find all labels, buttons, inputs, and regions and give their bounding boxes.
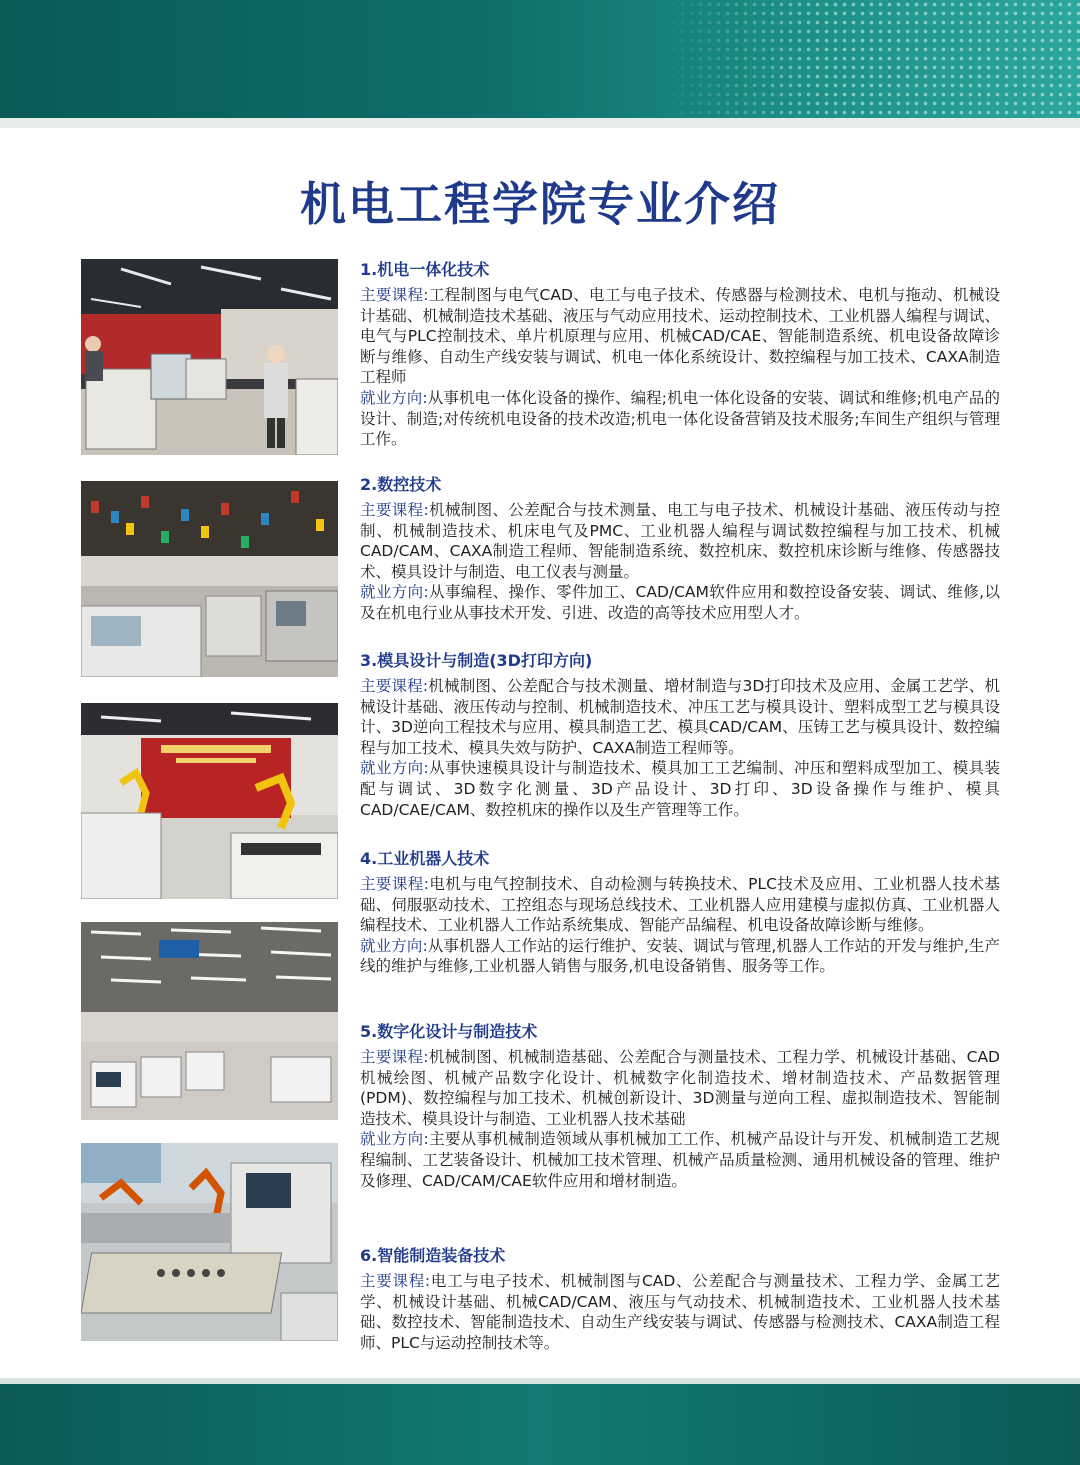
program-1 (360, 259, 1000, 450)
footer-band (0, 1384, 1080, 1465)
dotted-map-decoration (660, 0, 1080, 118)
photo-mould-lab (81, 703, 338, 899)
courses-label: 主要课程: (360, 1048, 429, 1066)
jobs-text: 从事快速模具设计与制造技术、模具加工工艺编制、冲压和塑料成型加工、模具装配与调试、3D数字化测量、3D产品设计、3D打印、3D设备操作与维护、模具CAD/CAE/CAM、数控机床的操作以及生产管理等工作。 (360, 759, 1000, 819)
jobs-text: 从事机电一体化设备的操作、编程;机电一体化设备的安装、调试和维修;机电产品的设计、制造;对传统机电设备的技术改造;机电一体化设备营销及技术服务;车间生产组织与管理工作。 (360, 388, 1000, 449)
courses-paragraph (360, 1047, 1000, 1129)
courses-text: 电机与电气控制技术、自动检测与转换技术、PLC技术及应用、工业机器人技术基础、伺服驱动技术、工控组态与现场总线技术、工业机器人应用建模与虚拟仿真、工业机器人编程技术、工业机器人工作站系统集成、智能产品编程、机电设备故障诊断与维修。 (360, 875, 1000, 935)
program-2 (360, 474, 1000, 624)
jobs-label: 就业方向: (360, 759, 429, 778)
program-title: 2.数控技术 (360, 475, 442, 494)
courses-text: 机械制图、机械制造基础、公差配合与测量技术、工程力学、机械设计基础、CAD机械绘图、机械产品数字化设计、机械数字化制造技术、增材制造技术、产品数据管理(PDM)、数控编程与加工技术、机械创新设计、3D测量与逆向工程、虚拟制造技术、智能制造技术、模具设计与制造、工业机器人技术基础 (360, 1048, 1000, 1128)
program-title: 6.智能制造装备技术 (360, 1246, 506, 1265)
program-4 (360, 848, 1000, 977)
courses-paragraph (360, 874, 1000, 936)
jobs-text: 主要从事机械制造领域从事机械加工工作、机械产品设计与开发、机械制造工艺规程编制、工艺装备设计、机械加工技术管理、机械产品质量检测、通用机械设备的管理、维护及修理、CAD/CAM/CAE软件应用和增材制造。 (360, 1130, 1000, 1190)
courses-paragraph (360, 676, 1000, 758)
courses-paragraph (360, 500, 1000, 582)
jobs-paragraph (360, 1129, 1000, 1191)
jobs-paragraph (360, 388, 1000, 450)
program-5 (360, 1021, 1000, 1191)
program-3 (360, 650, 1000, 820)
photo-manufacturing-line (81, 1143, 338, 1341)
jobs-label: 就业方向: (360, 1130, 429, 1149)
page-title: 机电工程学院专业介绍 (300, 177, 780, 231)
program-title: 4.工业机器人技术 (360, 849, 490, 868)
photo-mechatronics-lab (81, 259, 338, 455)
program-6 (360, 1245, 1000, 1353)
jobs-paragraph (360, 582, 1000, 623)
jobs-paragraph (360, 758, 1000, 820)
jobs-label: 就业方向: (360, 388, 428, 407)
courses-text: 工程制图与电气CAD、电工与电子技术、传感器与检测技术、电机与拖动、机械设计基础、机械制造技术基础、液压与气动应用技术、运动控制技术、工业机器人编程与调试、电气与PLC控制技术、单片机原理与应用、机械CAD/CAE、智能制造系统、机电设备故障诊断与维修、自动生产线安装与调试、机电一体化系统设计、数控编程与加工技术、CAXA制造工程师 (360, 286, 1000, 387)
courses-paragraph (360, 285, 1000, 388)
courses-label: 主要课程: (360, 677, 429, 695)
courses-label: 主要课程: (360, 875, 429, 893)
courses-label: 主要课程: (360, 501, 429, 519)
photo-cnc-workshop (81, 481, 338, 677)
header-band (0, 0, 1080, 118)
courses-label: 主要课程: (360, 1272, 431, 1290)
program-title: 5.数字化设计与制造技术 (360, 1022, 538, 1041)
courses-label: 主要课程: (360, 286, 429, 304)
jobs-paragraph (360, 936, 1000, 977)
jobs-label: 就业方向: (360, 583, 429, 602)
courses-text: 机械制图、公差配合与技术测量、增材制造与3D打印技术及应用、金属工艺学、机械设计基础、液压传动与控制、机械制造技术、冲压工艺与模具设计、塑料成型工艺与模具设计、3D逆向工程技术与应用、模具制造工艺、模具CAD/CAM、压铸工艺与模具设计、数控编程与加工技术、模具失效与防护、CAXA制造工程师等。 (360, 677, 1000, 757)
jobs-label: 就业方向: (360, 936, 428, 955)
jobs-text: 从事机器人工作站的运行维护、安装、调试与管理,机器人工作站的开发与维护,生产线的维护与维修,工业机器人销售与服务,机电设备销售、服务等工作。 (360, 936, 1000, 976)
jobs-text: 从事编程、操作、零件加工、CAD/CAM软件应用和数控设备安装、调试、维修,以及在机电行业从事技术开发、引进、改造的高等技术应用型人才。 (360, 583, 1000, 622)
courses-text: 电工与电子技术、机械制图与CAD、公差配合与测量技术、工程力学、金属工艺学、机械设计基础、机械CAD/CAM、液压与气动技术、机械制造技术、工业机器人技术基础、数控技术、智能制造技术、自动生产线安装与调试、传感器与检测技术、CAXA制造工程师、PLC与运动控制技术等。 (360, 1272, 1000, 1352)
program-title: 3.模具设计与制造(3D打印方向) (360, 651, 593, 670)
header-divider (0, 118, 1080, 128)
program-title: 1.机电一体化技术 (360, 260, 490, 279)
courses-text: 机械制图、公差配合与技术测量、电工与电子技术、机械设计基础、液压传动与控制、机械制造技术、机床电气及PMC、工业机器人编程与调试数控编程与加工技术、机械CAD/CAM、CAXA制造工程师、智能制造系统、数控机床、数控机床诊断与维修、传感器技术、模具设计与制造、电工仪表与测量。 (360, 501, 1000, 581)
photo-robot-center (81, 922, 338, 1120)
courses-paragraph (360, 1271, 1000, 1353)
